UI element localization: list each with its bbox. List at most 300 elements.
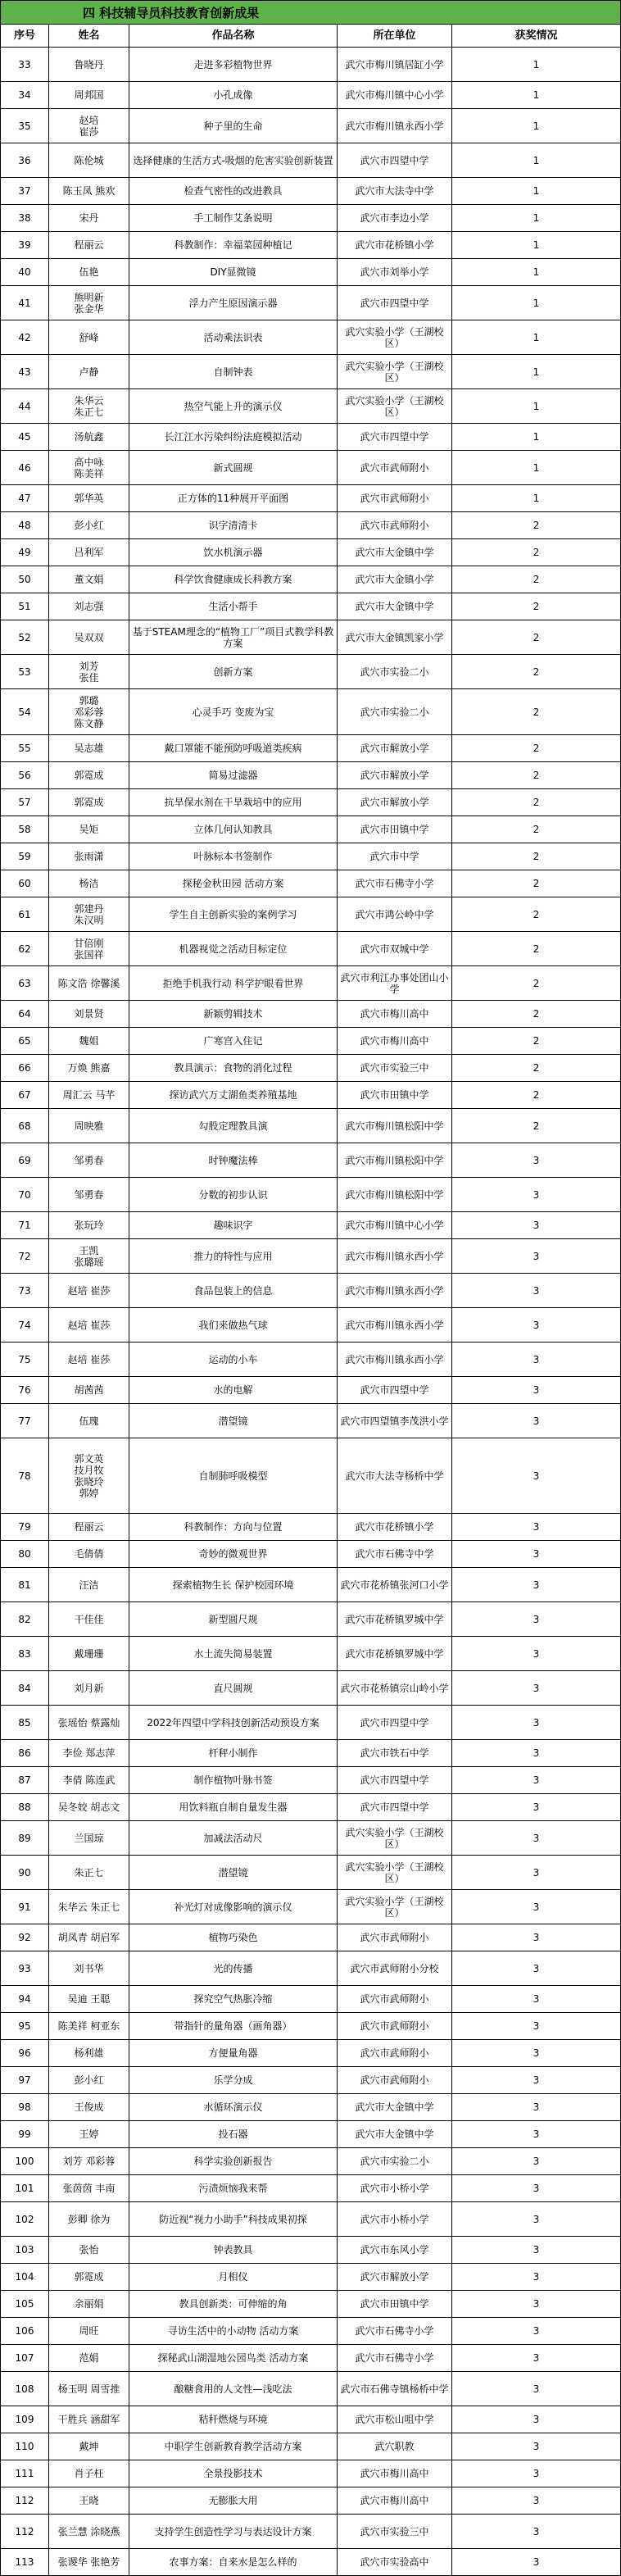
cell-no: 42: [0, 320, 49, 355]
cell-no: 111: [0, 2460, 49, 2487]
cell-name: 宋丹: [49, 205, 129, 232]
cell-name: 吕利军: [49, 539, 129, 566]
cell-work: 2022年四望中学科技创新活动预设方案: [129, 1706, 338, 1740]
cell-work: 种子里的生命: [129, 109, 338, 143]
cell-unit: 武穴市东风小学: [338, 2237, 452, 2264]
cell-name: 戴坤: [49, 2433, 129, 2460]
header-work: 作品名称: [129, 25, 338, 48]
cell-work: 食品包装上的信息: [129, 1274, 338, 1308]
table-row: [0, 2067, 621, 2094]
cell-no: 50: [0, 566, 49, 593]
cell-name: 汪洁: [49, 1568, 129, 1602]
cell-name: 李俭 郑志萍: [49, 1740, 129, 1767]
cell-award: 3: [452, 2345, 621, 2372]
cell-work: 寻访生活中的小动物 活动方案: [129, 2318, 338, 2345]
cell-no: 44: [0, 389, 49, 424]
table-row: [0, 2202, 621, 2237]
cell-award: 3: [452, 1602, 621, 1637]
cell-award: 2: [452, 1028, 621, 1055]
cell-work: 钟表教具: [129, 2237, 338, 2264]
cell-award: 3: [452, 2237, 621, 2264]
cell-work: 检查气密性的改进教具: [129, 178, 338, 205]
cell-award: 3: [452, 1568, 621, 1602]
cell-unit: 武穴市石佛寺小学: [338, 2345, 452, 2372]
cell-award: 3: [452, 1308, 621, 1343]
table-row: [0, 2515, 621, 2549]
table-row: [0, 1343, 621, 1377]
cell-no: 49: [0, 539, 49, 566]
cell-award: 2: [452, 689, 621, 735]
cell-award: 2: [452, 566, 621, 593]
cell-award: 3: [452, 1951, 621, 1986]
cell-unit: 武穴实验小学（王湖校区）: [338, 1890, 452, 1924]
cell-work: 学生自主创新实验的案例学习: [129, 897, 338, 932]
cell-name: 赵培 崔莎: [49, 1274, 129, 1308]
table-row: [0, 424, 621, 451]
table-row: [0, 512, 621, 539]
table-row: [0, 1986, 621, 2013]
cell-work: 基于STEAM理念的“植物工厂”项目式教学科教方案: [129, 620, 338, 655]
cell-no: 51: [0, 593, 49, 620]
cell-work: 自制肺呼吸模型: [129, 1438, 338, 1514]
cell-award: 3: [452, 2121, 621, 2148]
cell-unit: 武穴市松山咀中学: [338, 2406, 452, 2433]
cell-unit: 武穴市刘举小学: [338, 259, 452, 286]
cell-unit: 武穴市花桥镇罗城中学: [338, 1602, 452, 1637]
header-unit: 所在单位: [338, 25, 452, 48]
cell-award: 2: [452, 620, 621, 655]
table-row: [0, 1308, 621, 1343]
cell-name: 卢静: [49, 355, 129, 389]
cell-name: 杨利雄: [49, 2040, 129, 2067]
cell-work: 秸秆燃烧与环境: [129, 2406, 338, 2433]
cell-no: 87: [0, 1767, 49, 1794]
table-row: [0, 1438, 621, 1514]
cell-award: 3: [452, 1274, 621, 1308]
cell-name: 陈文浩 徐馨溪: [49, 966, 129, 1001]
cell-award: 3: [452, 1637, 621, 1671]
cell-work: 分数的初步认识: [129, 1178, 338, 1212]
cell-unit: 武穴实验小学（王湖校区）: [338, 1856, 452, 1890]
cell-name: 彭小红: [49, 2067, 129, 2094]
cell-unit: 武穴实验小学（王湖校区）: [338, 1821, 452, 1856]
table-row: [0, 1671, 621, 1706]
cell-no: 113: [0, 2549, 49, 2576]
cell-name: 刘芳 邓彩蓉: [49, 2148, 129, 2175]
cell-unit: 武穴市小桥小学: [338, 2202, 452, 2237]
table-row: [0, 1706, 621, 1740]
cell-work: 无膨胀大用: [129, 2487, 338, 2515]
cell-no: 39: [0, 232, 49, 259]
cell-no: 68: [0, 1109, 49, 1143]
table-row: [0, 2406, 621, 2433]
cell-work: 我们来做热气球: [129, 1308, 338, 1343]
cell-unit: 武穴市石佛寺小学: [338, 870, 452, 897]
cell-name: 郭文英 技月牧 张晓玲 郭婷: [49, 1438, 129, 1514]
table-row: [0, 320, 621, 355]
cell-name: 邹勇春: [49, 1143, 129, 1178]
cell-award: 2: [452, 966, 621, 1001]
cell-no: 57: [0, 789, 49, 816]
cell-work: 饮水机演示器: [129, 539, 338, 566]
table-row: [0, 932, 621, 966]
cell-name: 朱正七: [49, 1856, 129, 1890]
table-row: [0, 1143, 621, 1178]
table-row: [0, 2175, 621, 2202]
table-row: [0, 1740, 621, 1767]
table-row: [0, 1178, 621, 1212]
cell-award: 1: [452, 109, 621, 143]
table-row: [0, 1637, 621, 1671]
table-row: [0, 1951, 621, 1986]
cell-no: 100: [0, 2148, 49, 2175]
table-row: [0, 689, 621, 735]
cell-unit: 武穴市铁石中学: [338, 1740, 452, 1767]
cell-award: 1: [452, 355, 621, 389]
cell-work: 直尺圆规: [129, 1671, 338, 1706]
cell-award: 2: [452, 897, 621, 932]
cell-name: 熊明新 张金华: [49, 286, 129, 320]
cell-name: 彭卿 徐为: [49, 2202, 129, 2237]
cell-no: 97: [0, 2067, 49, 2094]
cell-no: 92: [0, 1924, 49, 1951]
table-body: [0, 48, 621, 2576]
cell-name: 鲁晓丹: [49, 48, 129, 82]
cell-unit: 武穴市解放小学: [338, 2264, 452, 2291]
table-row: [0, 1055, 621, 1082]
table-row: [0, 2460, 621, 2487]
cell-award: 3: [452, 2148, 621, 2175]
table-row: [0, 2487, 621, 2515]
cell-unit: 武穴市梅川镇中心小学: [338, 82, 452, 109]
cell-name: 王晓: [49, 2487, 129, 2515]
cell-award: 3: [452, 1343, 621, 1377]
cell-no: 67: [0, 1082, 49, 1109]
table-row: [0, 2013, 621, 2040]
cell-work: 奇妙的微观世界: [129, 1541, 338, 1568]
cell-name: 张怡: [49, 2237, 129, 2264]
cell-unit: 武穴市实验二小: [338, 2148, 452, 2175]
cell-no: 101: [0, 2175, 49, 2202]
cell-no: 104: [0, 2264, 49, 2291]
cell-work: 选择健康的生活方式-吸烟的危害实验创新装置: [129, 143, 338, 178]
cell-work: 戴口罩能不能预防呼吸道类疾病: [129, 735, 338, 762]
cell-no: 63: [0, 966, 49, 1001]
cell-unit: 武穴市大金镇中学: [338, 539, 452, 566]
cell-unit: 武穴市梅川镇永西小学: [338, 1274, 452, 1308]
cell-unit: 武穴市四望中学: [338, 1706, 452, 1740]
cell-award: 2: [452, 870, 621, 897]
cell-no: 64: [0, 1001, 49, 1028]
cell-no: 84: [0, 1671, 49, 1706]
cell-work: 推力的特性与应用: [129, 1239, 338, 1274]
cell-no: 105: [0, 2291, 49, 2318]
cell-unit: 武穴市武师附小: [338, 485, 452, 512]
cell-work: 杆秤小制作: [129, 1740, 338, 1767]
cell-unit: 武穴市武师附小分校: [338, 1951, 452, 1986]
cell-no: 79: [0, 1514, 49, 1541]
table-row: [0, 2264, 621, 2291]
cell-unit: 武穴市武师附小: [338, 1986, 452, 2013]
cell-name: 肖子枉: [49, 2460, 129, 2487]
cell-award: 3: [452, 1767, 621, 1794]
table-row: [0, 1821, 621, 1856]
cell-no: 40: [0, 259, 49, 286]
cell-unit: 武穴市四望中学: [338, 1767, 452, 1794]
table-row: [0, 2433, 621, 2460]
cell-unit: 武穴市梅川镇永西小学: [338, 1308, 452, 1343]
cell-name: 张瑶怡 蔡露灿: [49, 1706, 129, 1740]
cell-work: 拒绝手机我行动 科学护眼看世界: [129, 966, 338, 1001]
cell-no: 112: [0, 2487, 49, 2515]
cell-name: 张茵茵 丰南: [49, 2175, 129, 2202]
table-row: [0, 1890, 621, 1924]
cell-work: 小孔成像: [129, 82, 338, 109]
table-row: [0, 735, 621, 762]
cell-no: 76: [0, 1377, 49, 1404]
cell-unit: 武穴市梅川镇松阳中学: [338, 1109, 452, 1143]
table-row: [0, 48, 621, 82]
cell-no: 66: [0, 1055, 49, 1082]
cell-no: 95: [0, 2013, 49, 2040]
cell-award: 3: [452, 2264, 621, 2291]
cell-unit: 武穴市梅川镇永西小学: [338, 1239, 452, 1274]
table-row: [0, 1109, 621, 1143]
table-row: [0, 593, 621, 620]
cell-no: 109: [0, 2406, 49, 2433]
cell-award: 3: [452, 1740, 621, 1767]
cell-name: 赵培 崔莎: [49, 1343, 129, 1377]
cell-no: 91: [0, 1890, 49, 1924]
cell-work: 叶脉标本书签制作: [129, 843, 338, 870]
cell-name: 周旺: [49, 2318, 129, 2345]
cell-name: 郭霓成: [49, 789, 129, 816]
cell-unit: 武穴市实验二小: [338, 655, 452, 689]
cell-award: 3: [452, 2372, 621, 2406]
cell-unit: 武穴市梅川镇居缸小学: [338, 48, 452, 82]
cell-no: 88: [0, 1794, 49, 1821]
cell-award: 3: [452, 2549, 621, 2576]
table-row: [0, 355, 621, 389]
table-row: [0, 620, 621, 655]
cell-name: 朱华云 朱正七: [49, 1890, 129, 1924]
cell-name: 周邦国: [49, 82, 129, 109]
cell-unit: 武穴市大金镇中学: [338, 2121, 452, 2148]
cell-name: 彭小红: [49, 512, 129, 539]
table-row: [0, 232, 621, 259]
cell-unit: 武穴市梅川高中: [338, 1001, 452, 1028]
header-name: 姓名: [49, 25, 129, 48]
cell-unit: 武穴市花桥镇罗城中学: [338, 1637, 452, 1671]
cell-unit: 武穴实验小学（王湖校区）: [338, 320, 452, 355]
cell-name: 戴珊珊: [49, 1637, 129, 1671]
cell-unit: 武穴市武师附小: [338, 2040, 452, 2067]
cell-award: 3: [452, 1404, 621, 1438]
cell-award: 3: [452, 2515, 621, 2549]
cell-name: 刘书华: [49, 1951, 129, 1986]
cell-no: 59: [0, 843, 49, 870]
cell-award: 1: [452, 232, 621, 259]
cell-work: DIY显微镜: [129, 259, 338, 286]
cell-name: 吴志雄: [49, 735, 129, 762]
cell-unit: 武穴市实验高中: [338, 2549, 452, 2576]
cell-award: 2: [452, 512, 621, 539]
cell-work: 创新方案: [129, 655, 338, 689]
table-row: [0, 2094, 621, 2121]
cell-work: 自制钟表: [129, 355, 338, 389]
cell-award: 3: [452, 2433, 621, 2460]
table-row: [0, 2148, 621, 2175]
table-row: [0, 1767, 621, 1794]
table-row: [0, 389, 621, 424]
cell-unit: 武穴市武师附小: [338, 1924, 452, 1951]
cell-name: 陈伦城: [49, 143, 129, 178]
table-row: [0, 2345, 621, 2372]
cell-unit: 武穴市田镇中学: [338, 816, 452, 843]
cell-work: 方便量角器: [129, 2040, 338, 2067]
cell-name: 王俊成: [49, 2094, 129, 2121]
cell-unit: 武穴市武师附小: [338, 2067, 452, 2094]
cell-no: 61: [0, 897, 49, 932]
cell-name: 余丽娟: [49, 2291, 129, 2318]
cell-work: 补光灯对成像影响的演示仪: [129, 1890, 338, 1924]
cell-no: 41: [0, 286, 49, 320]
cell-work: 走进多彩植物世界: [129, 48, 338, 82]
table-row: [0, 1514, 621, 1541]
table-row: [0, 2372, 621, 2406]
table-row: [0, 485, 621, 512]
cell-unit: 武穴市解放小学: [338, 735, 452, 762]
table-row: [0, 143, 621, 178]
cell-award: 3: [452, 1794, 621, 1821]
cell-unit: 武穴市大法寺中学: [338, 178, 452, 205]
table-row: [0, 1001, 621, 1028]
cell-work: 正方体的11种展开平面图: [129, 485, 338, 512]
table-row: [0, 789, 621, 816]
table-row: [0, 82, 621, 109]
cell-name: 干佳佳: [49, 1602, 129, 1637]
cell-no: 45: [0, 424, 49, 451]
cell-award: 2: [452, 1109, 621, 1143]
cell-no: 52: [0, 620, 49, 655]
cell-name: 张兰慧 涂晓燕: [49, 2515, 129, 2549]
cell-no: 80: [0, 1541, 49, 1568]
table-row: [0, 1404, 621, 1438]
cell-unit: 武穴市利江办事处团山小学: [338, 966, 452, 1001]
cell-work: 月相仪: [129, 2264, 338, 2291]
cell-work: 污渍烦恼我来帮: [129, 2175, 338, 2202]
cell-name: 程丽云: [49, 1514, 129, 1541]
cell-unit: 武穴职教: [338, 2433, 452, 2460]
cell-name: 吴冬姣 胡志文: [49, 1794, 129, 1821]
cell-award: 1: [452, 286, 621, 320]
cell-award: 3: [452, 2406, 621, 2433]
cell-no: 72: [0, 1239, 49, 1274]
cell-award: 2: [452, 655, 621, 689]
cell-work: 农事方案：自来水是怎么样的: [129, 2549, 338, 2576]
cell-no: 36: [0, 143, 49, 178]
cell-work: 运动的小车: [129, 1343, 338, 1377]
cell-name: 胡茜茜: [49, 1377, 129, 1404]
cell-no: 38: [0, 205, 49, 232]
cell-name: 吴矩: [49, 816, 129, 843]
header-award: 获奖情况: [452, 25, 621, 48]
cell-work: 防近视“视力小助手”科技成果初探: [129, 2202, 338, 2237]
cell-name: 李倩 陈连武: [49, 1767, 129, 1794]
cell-name: 万焕 熊嘉: [49, 1055, 129, 1082]
cell-unit: 武穴市梅川镇中心小学: [338, 1212, 452, 1239]
table-row: [0, 2237, 621, 2264]
cell-work: 乐学分成: [129, 2067, 338, 2094]
cell-award: 3: [452, 1377, 621, 1404]
cell-no: 65: [0, 1028, 49, 1055]
cell-no: 46: [0, 451, 49, 485]
cell-work: 科学实验创新报告: [129, 2148, 338, 2175]
table-row: [0, 2549, 621, 2576]
cell-no: 99: [0, 2121, 49, 2148]
cell-no: 93: [0, 1951, 49, 1986]
cell-no: 86: [0, 1740, 49, 1767]
cell-no: 98: [0, 2094, 49, 2121]
table-title: 四 科技辅导员科技教育创新成果: [0, 0, 621, 25]
cell-name: 赵培 崔莎: [49, 1308, 129, 1343]
table-row: [0, 2121, 621, 2148]
cell-unit: 武穴市大金镇小学: [338, 566, 452, 593]
cell-name: 杨玉明 周雪推: [49, 2372, 129, 2406]
cell-name: 魏姐: [49, 1028, 129, 1055]
cell-no: 53: [0, 655, 49, 689]
cell-no: 94: [0, 1986, 49, 2013]
cell-name: 甘倍刚 张国祥: [49, 932, 129, 966]
cell-no: 58: [0, 816, 49, 843]
cell-name: 刘芳 张佳: [49, 655, 129, 689]
cell-award: 3: [452, 1178, 621, 1212]
cell-unit: 武穴市双城中学: [338, 932, 452, 966]
cell-name: 干胜兵 涵甜军: [49, 2406, 129, 2433]
cell-award: 3: [452, 2487, 621, 2515]
cell-work: 科学饮食健康成长科教方案: [129, 566, 338, 593]
cell-award: 2: [452, 932, 621, 966]
cell-work: 酿糖食用的人文性—浅吃法: [129, 2372, 338, 2406]
cell-name: 王婷: [49, 2121, 129, 2148]
cell-name: 高中咏 陈美祥: [49, 451, 129, 485]
cell-work: 简易过滤器: [129, 762, 338, 789]
table-row: [0, 178, 621, 205]
cell-work: 全景投影技术: [129, 2460, 338, 2487]
cell-name: 郭璐 邓彩蓉 陈文静: [49, 689, 129, 735]
cell-unit: 武穴市实验三中: [338, 1055, 452, 1082]
cell-award: 2: [452, 593, 621, 620]
cell-work: 勾股定理教具演: [129, 1109, 338, 1143]
cell-work: 教具演示：食物的消化过程: [129, 1055, 338, 1082]
cell-no: 107: [0, 2345, 49, 2372]
cell-award: 2: [452, 816, 621, 843]
table-row: [0, 1239, 621, 1274]
cell-work: 趣味识字: [129, 1212, 338, 1239]
cell-unit: 武穴市四望中学: [338, 1377, 452, 1404]
table-row: [0, 205, 621, 232]
cell-award: 3: [452, 2318, 621, 2345]
cell-unit: 武穴市花桥镇宗山岭小学: [338, 1671, 452, 1706]
cell-no: 37: [0, 178, 49, 205]
cell-no: 77: [0, 1404, 49, 1438]
cell-name: 董文娟: [49, 566, 129, 593]
cell-award: 3: [452, 2175, 621, 2202]
cell-work: 广寒宫入住记: [129, 1028, 338, 1055]
cell-unit: 武穴市石佛寺中学: [338, 1541, 452, 1568]
cell-award: 1: [452, 205, 621, 232]
cell-name: 汤航鑫: [49, 424, 129, 451]
